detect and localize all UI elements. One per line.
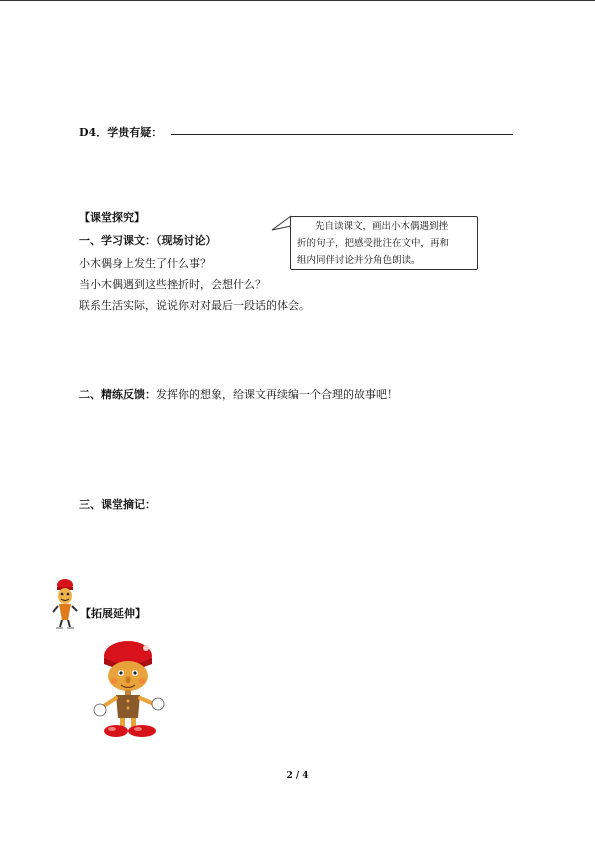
page-number: 2 / 4 <box>286 771 309 781</box>
callout-line-3: 组内同伴讨论并分角色朗读。 <box>297 255 421 266</box>
d4-label: D4．学贵有疑： <box>79 126 163 139</box>
wooden-puppet-illustration <box>92 640 172 738</box>
section1-title: 一、学习课文：（现场讨论） <box>79 234 217 247</box>
extension-heading: 【拓展延伸】 <box>80 607 146 620</box>
question-1: 小木偶身上发生了什么事？ <box>79 257 211 270</box>
page-top-border <box>0 0 595 1</box>
question-3: 联系生活实际，说说你对对最后一段话的体会。 <box>79 299 310 312</box>
section2-title: 二、精练反馈： <box>79 388 156 401</box>
answer-line <box>171 134 513 135</box>
classroom-heading: 【课堂探究】 <box>79 211 145 224</box>
callout-line-2: 折的句子，把感受批注在文中，再和 <box>297 238 450 249</box>
instruction-callout <box>290 216 478 270</box>
section3-title: 三、课堂摘记： <box>79 498 156 511</box>
section2-text: 发挥你的想象，给课文再续编一个合理的故事吧！ <box>156 388 398 401</box>
section2-line <box>79 388 398 402</box>
pencil-mascot-icon <box>50 578 80 630</box>
question-2: 当小木偶遇到这些挫折时，会想什么？ <box>79 278 266 291</box>
callout-line-1: 先自读课文，画出小木偶遇到挫 <box>315 221 449 232</box>
